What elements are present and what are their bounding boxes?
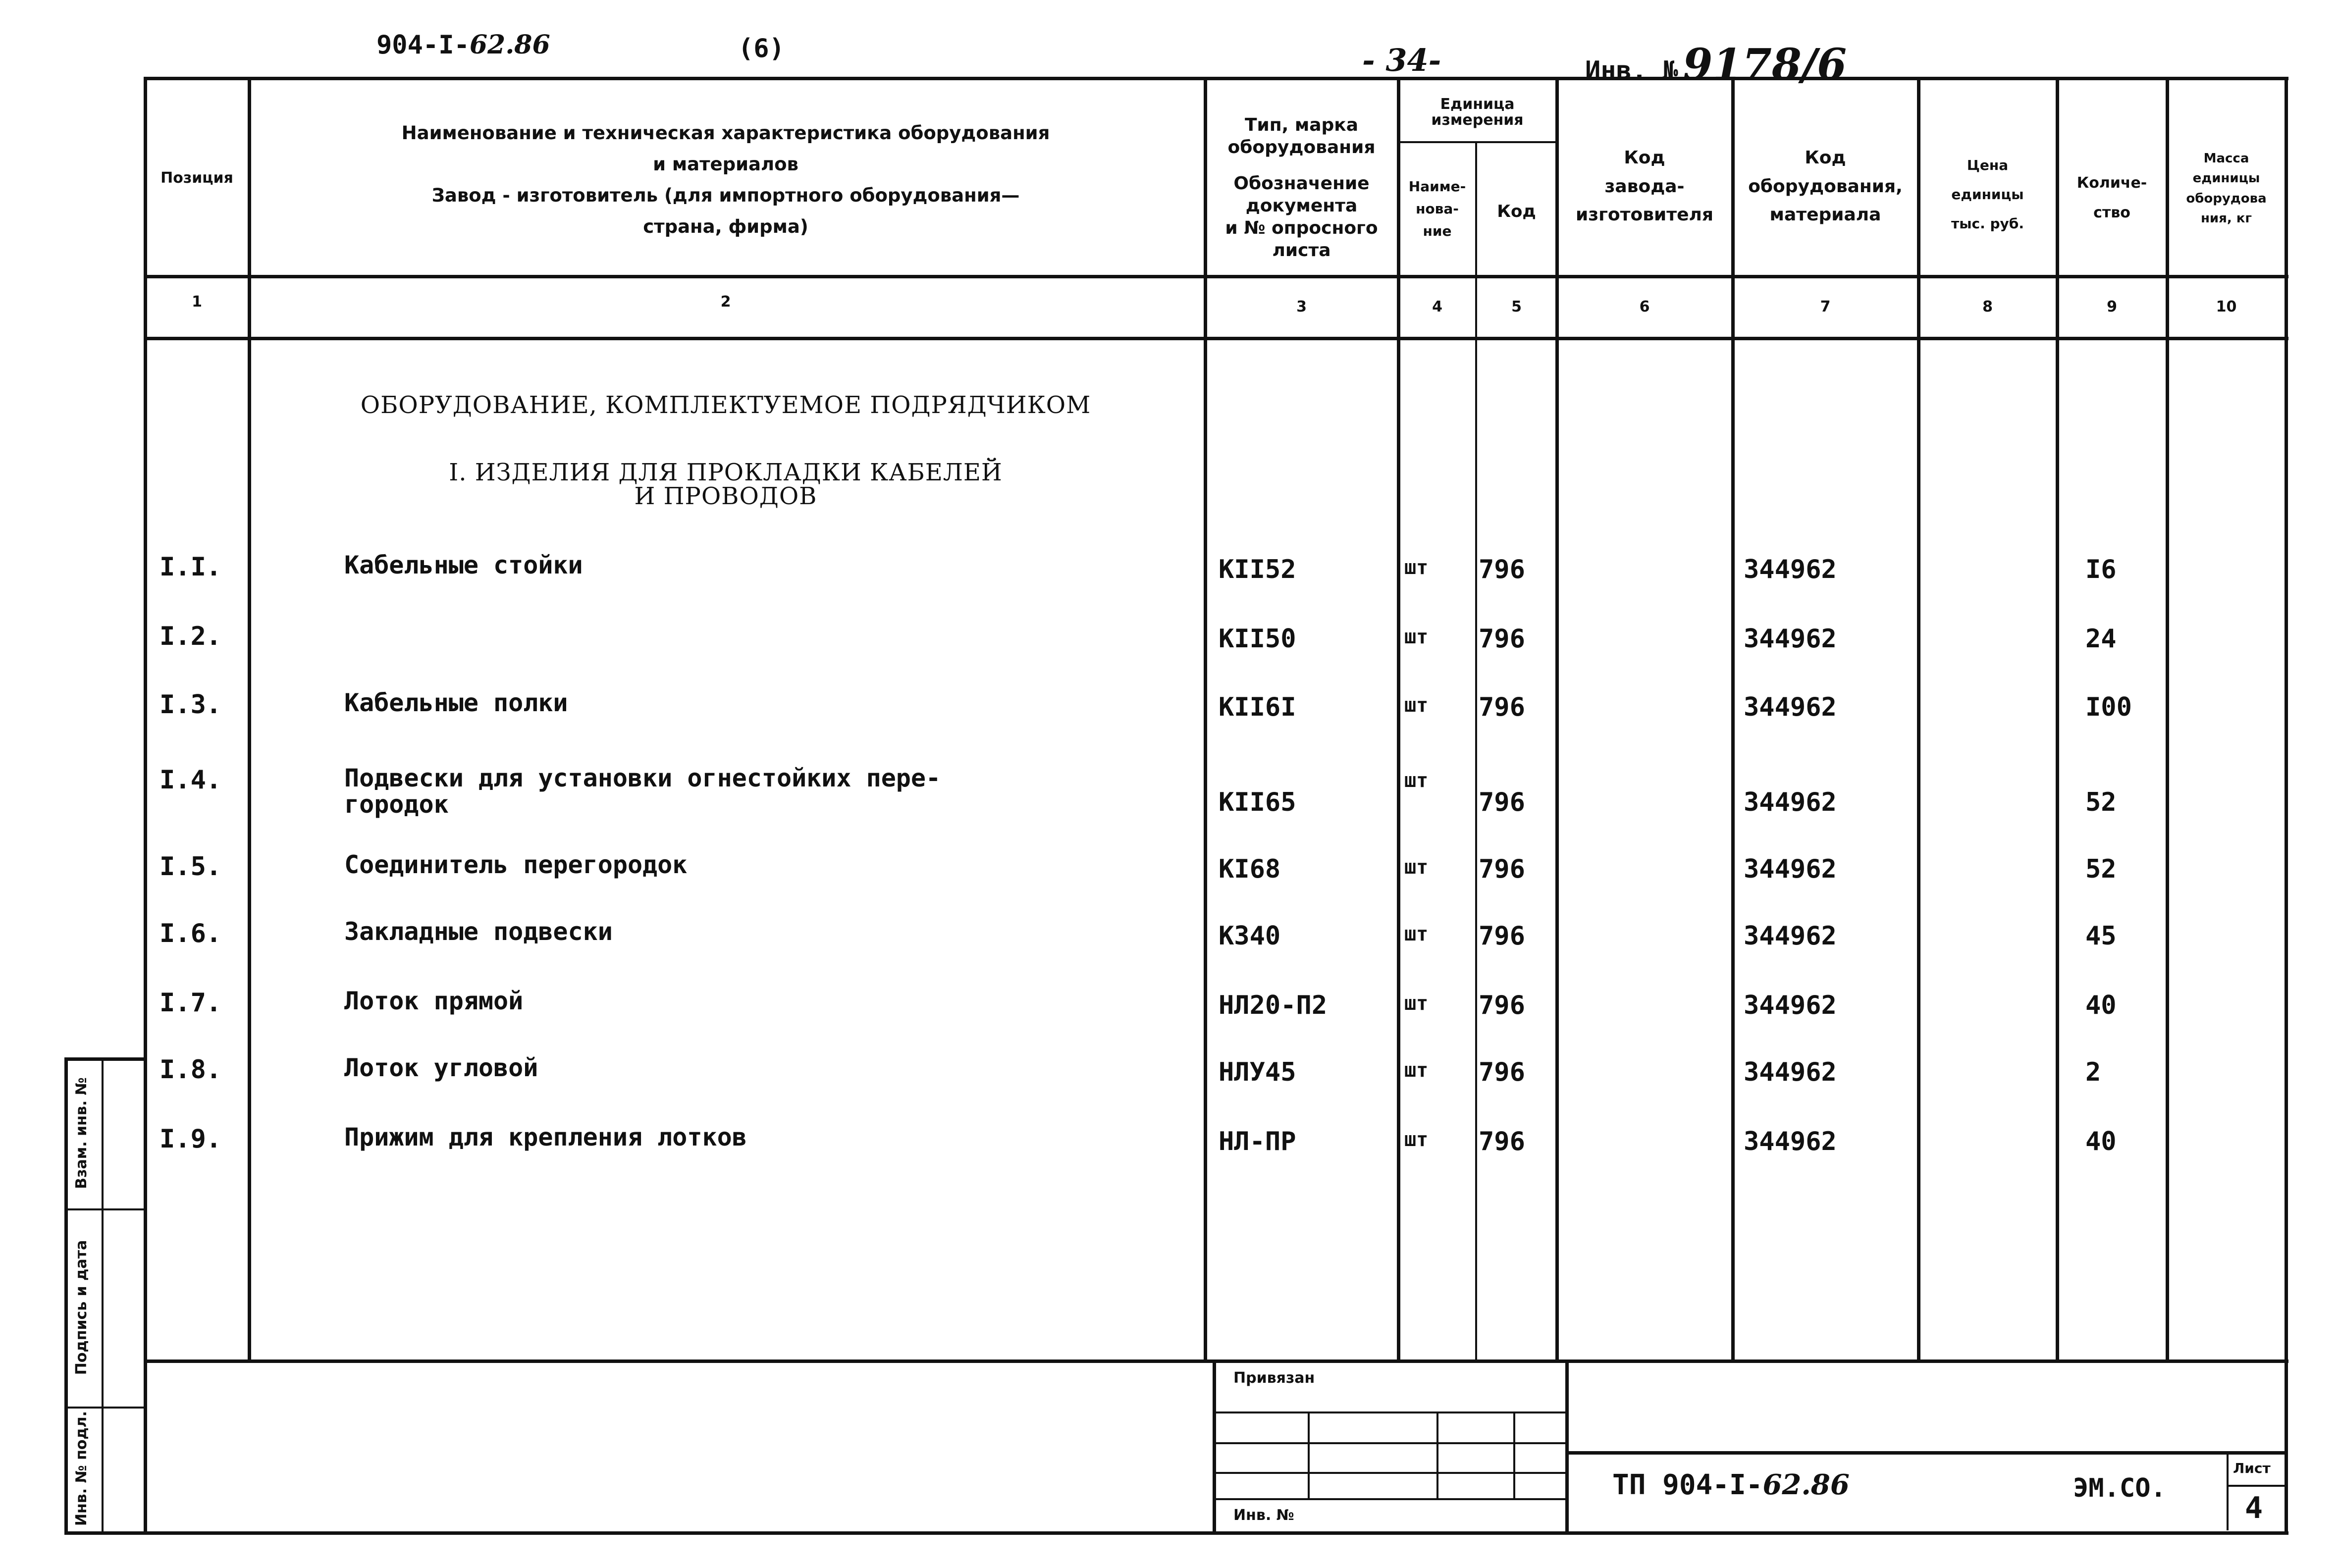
row-position: I.2. (160, 622, 222, 651)
stamp-mid-line (1565, 1359, 1569, 1533)
row-quantity: 52 (2085, 787, 2117, 817)
header-quantity (2058, 168, 2166, 228)
row-unit-code: 796 (1479, 692, 1525, 722)
header-type-line6: листа (1272, 240, 1331, 261)
margin-left-line (64, 1057, 68, 1533)
margin-vzam-inv: Взам. инв. № (73, 1077, 90, 1189)
row-name: Прижим для крепления лотков (344, 1123, 747, 1151)
row-material-code: 344962 (1744, 854, 1837, 884)
row-unit: шт (1404, 856, 1429, 879)
section-subtitle-line1: I. ИЗДЕЛИЯ ДЛЯ ПРОКЛАДКИ КАБЕЛЕЙ (449, 459, 1003, 486)
row-unit: шт (1404, 626, 1429, 648)
section-subtitle-line2: И ПРОВОДОВ (634, 482, 817, 510)
header-mass-line2: единицы (2192, 171, 2260, 186)
stamp-left-line (1213, 1359, 1216, 1533)
page-number: - 34- (1362, 42, 1441, 78)
stamp-document-number (1612, 1468, 1850, 1501)
stamp-doc-handwritten: 62.86 (1762, 1468, 1850, 1501)
row-quantity: 2 (2085, 1057, 2101, 1087)
header-mass-line4: ния, кг (2200, 210, 2252, 226)
header-unit-name-line2: нова- (1416, 200, 1459, 217)
header-unit-line2: измерения (1431, 111, 1524, 129)
row-material-code: 344962 (1744, 991, 1837, 1020)
stamp-doc-printed: ТП 904-I- (1612, 1469, 1763, 1501)
header-price-line1: Цена (1967, 157, 2009, 173)
stamp-sheet-number: 4 (2245, 1491, 2263, 1525)
colnum-5: 5 (1511, 298, 1522, 315)
colnum-7: 7 (1820, 298, 1831, 315)
row-unit: шт (1404, 769, 1429, 792)
inventory-number (1585, 40, 1847, 90)
part-number: (6) (738, 34, 785, 63)
series-printed: 904-I- (376, 30, 470, 60)
col-line-1 (248, 77, 251, 1362)
header-name (250, 118, 1201, 243)
colnum-8: 8 (1982, 298, 1993, 315)
row-type: НЛУ45 (1219, 1057, 1296, 1087)
header-name-line3: Завод - изготовитель (для импортного оборудования— (431, 184, 1020, 206)
row-quantity: I6 (2085, 555, 2117, 584)
header-mass-line1: Масса (2203, 151, 2249, 166)
row-type: KI68 (1219, 854, 1281, 884)
stamp-privyazan-vline1 (1308, 1411, 1310, 1498)
row-name: Соединитель перегородок (344, 850, 688, 879)
row-unit: шт (1404, 1059, 1429, 1082)
stamp-top-line (144, 1359, 2288, 1363)
row-type: KII52 (1219, 555, 1296, 584)
header-type-line2: оборудования (1227, 137, 1376, 157)
row-unit: шт (1404, 923, 1429, 945)
stamp-privyazan-line2 (1215, 1442, 1565, 1444)
header-type-line3: Обозначение (1233, 173, 1370, 194)
header-unit-name-line1: Наиме- (1408, 178, 1466, 195)
frame-right (2285, 77, 2288, 1533)
col-line-7 (1917, 77, 1920, 1362)
row-type: KII50 (1219, 624, 1296, 654)
header-unit-line1: Единица (1440, 96, 1515, 113)
colnum-1: 1 (192, 293, 202, 311)
col-line-6 (1731, 77, 1735, 1362)
col-line-9 (2166, 77, 2169, 1362)
row-unit-code: 796 (1479, 787, 1525, 817)
col-line-8 (2056, 77, 2059, 1362)
row-unit: шт (1404, 1128, 1429, 1151)
row-quantity: 45 (2085, 921, 2117, 951)
header-factory-code-line2: завода- (1604, 176, 1685, 197)
stamp-privyazan-line3 (1215, 1472, 1565, 1474)
row-type: K340 (1219, 921, 1281, 951)
stamp-suffix: ЭМ.СО. (2073, 1473, 2166, 1503)
row-name: Подвески для установки огнестойких пере- городок (344, 764, 941, 819)
row-material-code: 344962 (1744, 787, 1837, 817)
stamp-privyazan-line1 (1215, 1411, 1565, 1413)
row-name: Закладные подвески (344, 917, 613, 946)
frame-top (144, 77, 2288, 80)
header-price (1919, 151, 2056, 238)
stamp-doc-line (1567, 1451, 2286, 1455)
header-name-line1: Наименование и техническая характеристика оборудования (401, 122, 1050, 144)
header-factory-code-line1: Код (1624, 148, 1665, 168)
header-unit-name-line3: ние (1423, 222, 1452, 239)
numbers-bottom-line (144, 337, 2288, 340)
row-quantity: 40 (2085, 991, 2117, 1020)
stamp-inv-no: Инв. № (1233, 1507, 1294, 1524)
header-quantity-line2: ство (2093, 204, 2130, 221)
row-position: I.6. (160, 919, 222, 948)
row-material-code: 344962 (1744, 624, 1837, 654)
row-material-code: 344962 (1744, 692, 1837, 722)
row-type: KII6I (1219, 692, 1296, 722)
row-quantity: 24 (2085, 624, 2117, 654)
row-position: I.7. (160, 988, 222, 1018)
header-position: Позиция (160, 169, 233, 187)
margin-inner-line (102, 1057, 104, 1533)
row-unit-code: 796 (1479, 1127, 1525, 1156)
header-unit-code: Код (1497, 202, 1536, 221)
header-price-line3: тыс. руб. (1951, 215, 2024, 232)
stamp-privyazan: Привязан (1233, 1369, 1315, 1387)
row-position: I.5. (160, 852, 222, 882)
row-unit: шт (1404, 694, 1429, 717)
frame-bottom (64, 1531, 2288, 1535)
row-material-code: 344962 (1744, 1057, 1837, 1087)
header-type-line4: документа (1245, 196, 1358, 216)
row-quantity: I00 (2085, 692, 2132, 722)
header-bottom-line (144, 275, 2288, 278)
header-material-code-line3: материала (1769, 205, 1881, 225)
row-unit: шт (1404, 556, 1429, 579)
header-name-line4: страна, фирма) (643, 215, 808, 237)
margin-podpis-data: Подпись и дата (73, 1240, 90, 1375)
row-type: НЛ-ПР (1219, 1127, 1296, 1156)
header-quantity-line1: Количе- (2076, 174, 2147, 192)
colnum-10: 10 (2216, 298, 2237, 315)
row-position: I.I. (160, 552, 222, 582)
row-unit: шт (1404, 992, 1429, 1015)
series-number (376, 30, 550, 60)
row-material-code: 344962 (1744, 555, 1837, 584)
header-price-line2: единицы (1951, 186, 2024, 203)
inventory-handwritten: 9178/6 (1683, 40, 1847, 90)
row-unit-code: 796 (1479, 1057, 1525, 1087)
row-type: НЛ20-П2 (1219, 991, 1328, 1020)
row-quantity: 52 (2085, 854, 2117, 884)
section-subtitle (250, 461, 1201, 508)
stamp-privyazan-line4 (1215, 1498, 1565, 1500)
row-quantity: 40 (2085, 1127, 2117, 1156)
row-unit-code: 796 (1479, 854, 1525, 884)
row-unit-code: 796 (1479, 624, 1525, 654)
header-unit (1399, 97, 1555, 128)
colnum-3: 3 (1296, 298, 1307, 315)
row-position: I.4. (160, 765, 222, 795)
row-position: I.3. (160, 690, 222, 720)
stamp-sheet-vline (2227, 1451, 2229, 1530)
colnum-6: 6 (1639, 298, 1650, 315)
stamp-privyazan-vline2 (1436, 1411, 1438, 1498)
header-material-code-line1: Код (1805, 148, 1846, 168)
colnum-9: 9 (2107, 298, 2117, 315)
row-unit-code: 796 (1479, 921, 1525, 951)
row-material-code: 344962 (1744, 1127, 1837, 1156)
row-name: Лоток прямой (344, 987, 524, 1015)
row-unit-code: 796 (1479, 991, 1525, 1020)
header-unit-name (1399, 176, 1475, 242)
header-name-line2: и материалов (653, 153, 798, 175)
header-type (1206, 114, 1397, 261)
header-factory-code-line3: изготовителя (1575, 205, 1714, 225)
row-material-code: 344962 (1744, 921, 1837, 951)
row-position: I.8. (160, 1055, 222, 1085)
header-material-code-line2: оборудования, (1748, 176, 1903, 197)
col-line-5 (1555, 77, 1559, 1362)
inventory-label: Инв. № (1585, 56, 1678, 86)
series-handwritten: 62.86 (469, 30, 550, 60)
margin-inv-podl: Инв. № подл. (73, 1411, 90, 1526)
col-line-2 (1204, 77, 1207, 1362)
margin-divider-1 (64, 1208, 144, 1210)
header-mass (2168, 149, 2285, 228)
row-position: I.9. (160, 1124, 222, 1154)
section-title: ОБОРУДОВАНИЕ, КОМПЛЕКТУЕМОЕ ПОДРЯДЧИКОМ (360, 391, 1091, 419)
stamp-privyazan-vline3 (1513, 1411, 1515, 1498)
header-material-code (1734, 144, 1917, 229)
col-line-3 (1397, 77, 1400, 1362)
colnum-4: 4 (1432, 298, 1442, 315)
colnum-2: 2 (720, 293, 731, 311)
header-factory-code (1558, 144, 1731, 229)
row-name: Кабельные стойки (344, 551, 583, 579)
col-line-4 (1475, 141, 1477, 1362)
header-mass-line3: оборудова (2186, 191, 2267, 206)
header-type-line5: и № опросного (1225, 218, 1378, 238)
stamp-sheet-hline (2227, 1485, 2286, 1487)
row-unit-code: 796 (1479, 555, 1525, 584)
row-name: Лоток угловой (344, 1053, 538, 1082)
row-type: KII65 (1219, 787, 1296, 817)
header-type-line1: Тип, марка (1244, 115, 1359, 135)
row-name: Кабельные полки (344, 688, 568, 717)
stamp-sheet-label: Лист (2233, 1460, 2271, 1476)
